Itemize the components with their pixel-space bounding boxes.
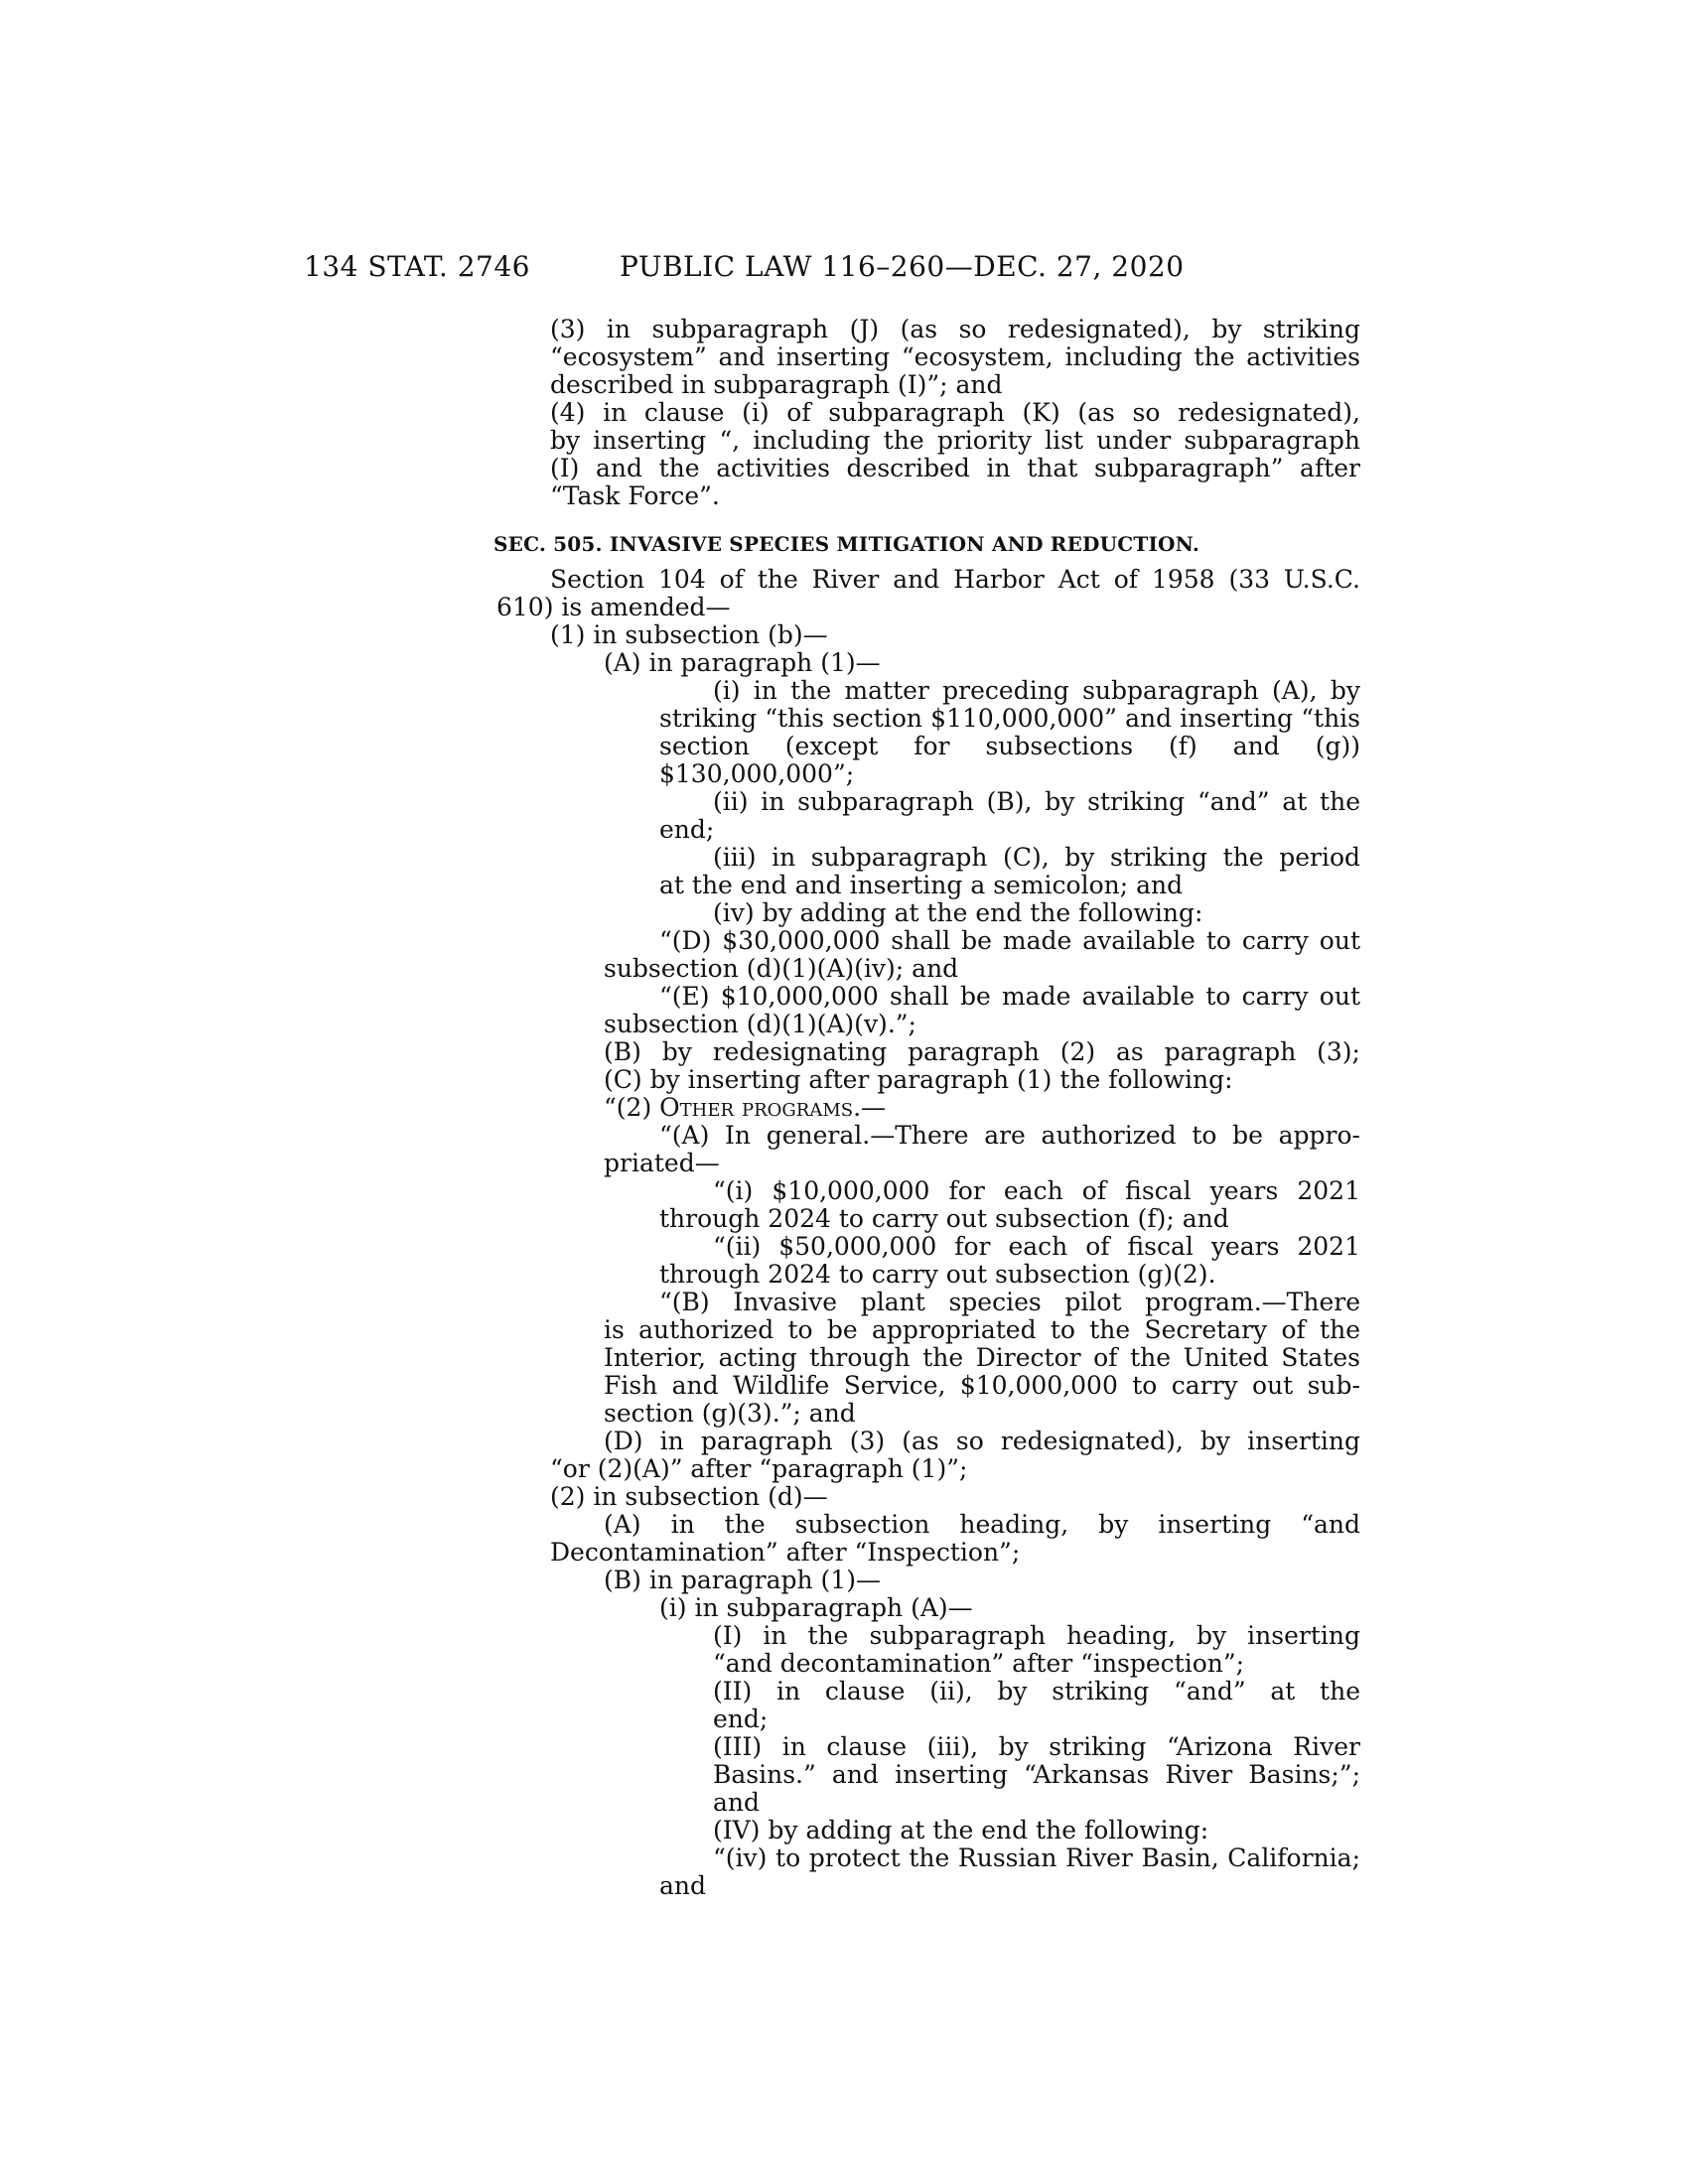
text-line: (IV) by adding at the end the following: [713, 1816, 1209, 1844]
text-line: section (g)(3).”; and [604, 1399, 856, 1428]
text-line: subsection (d)(1)(A)(v).”; [604, 1010, 916, 1038]
text-line: and [659, 1871, 707, 1900]
text-line: “or (2)(A)” after “paragraph (1)”; [550, 1454, 968, 1483]
text-line: (B) in paragraph (1)— [604, 1566, 881, 1594]
text-line: Section 104 of the River and Harbor Act of 1958 (33 U.S.C. [550, 565, 1360, 594]
text-line: described in subparagraph (I)”; and [550, 370, 1003, 399]
text-line: is authorized to be appropriated to the Secretary of the [604, 1315, 1360, 1344]
text-line: (B) by redesignating paragraph (2) as paragraph (3); [604, 1037, 1360, 1066]
text-line: “(D) $30,000,000 shall be made available to carry out [659, 926, 1360, 955]
text-line: “(iv) to protect the Russian River Basin, California; [713, 1843, 1360, 1872]
text-line: “(B) Invasive plant species pilot program.—There [659, 1288, 1360, 1316]
page-header [0, 250, 1688, 290]
text-line: by inserting “, including the priority list under subparagraph [550, 426, 1360, 455]
text-line: through 2024 to carry out subsection (f); and [659, 1204, 1229, 1233]
text-line: (2) in subsection (d)— [550, 1482, 828, 1511]
text-line: striking “this section $110,000,000” and inserting “this [659, 704, 1360, 733]
section-heading: SEC. 505. INVASIVE SPECIES MITIGATION AND REDUCTION. [493, 532, 1199, 556]
statute-page-number: 134 STAT. 2746 [304, 250, 530, 283]
text-line: (iii) in subparagraph (C), by striking the period [713, 843, 1360, 872]
text-line: Fish and Wildlife Service, $10,000,000 to carry out sub- [604, 1371, 1360, 1400]
text-line: end; [659, 815, 715, 844]
text-line: (i) in subparagraph (A)— [659, 1593, 973, 1622]
text-line: (C) by inserting after paragraph (1) the following: [604, 1065, 1233, 1094]
text-line: “(2) Other programs.— [604, 1093, 887, 1122]
text-line: priated— [604, 1149, 720, 1177]
text-line: (ii) in subparagraph (B), by striking “and” at the [713, 787, 1360, 816]
text-line: “ecosystem” and inserting “ecosystem, including the activities [550, 342, 1360, 371]
text-line: subsection (d)(1)(A)(iv); and [604, 954, 959, 983]
text-line: (D) in paragraph (3) (as so redesignated), by inserting [604, 1427, 1360, 1455]
text-line: through 2024 to carry out subsection (g)(2). [659, 1260, 1216, 1289]
text-line: section (except for subsections (f) and (g)) [659, 732, 1360, 760]
text-line: Decontamination” after “Inspection”; [550, 1538, 1021, 1567]
text-line: (I) and the activities described in that subparagraph” after [550, 454, 1360, 482]
text-line: Interior, acting through the Director of the United States [604, 1343, 1360, 1372]
text-line: (4) in clause (i) of subparagraph (K) (as so redesignated), [550, 398, 1360, 427]
text-line: and [713, 1788, 761, 1817]
text-line: (A) in paragraph (1)— [604, 648, 881, 677]
text-line: (II) in clause (ii), by striking “and” at the [713, 1677, 1360, 1706]
text-line: 610) is amended— [496, 593, 731, 621]
text-line: “and decontamination” after “inspection”; [713, 1649, 1245, 1678]
text-line: at the end and inserting a semicolon; and [659, 871, 1184, 899]
text-line: (A) in the subsection heading, by inserting “and [604, 1510, 1360, 1539]
text-line: $130,000,000”; [659, 759, 855, 788]
text-line: “(A) In general.—There are authorized to be appro- [659, 1121, 1360, 1150]
text-line: (I) in the subparagraph heading, by inserting [713, 1621, 1360, 1650]
text-line: (i) in the matter preceding subparagraph (A), by [713, 676, 1360, 705]
text-line: (III) in clause (iii), by striking “Arizona River [713, 1732, 1360, 1761]
text-line: (1) in subsection (b)— [550, 620, 828, 649]
text-line: “Task Force”. [550, 481, 720, 510]
text-line: (iv) by adding at the end the following: [713, 898, 1203, 927]
text-line: end; [713, 1705, 769, 1733]
text-line: “(E) $10,000,000 shall be made available to carry out [659, 982, 1360, 1011]
text-line: “(i) $10,000,000 for each of fiscal years 2021 [713, 1176, 1360, 1205]
public-law-title: PUBLIC LAW 116–260—DEC. 27, 2020 [620, 250, 1185, 283]
text-line: Basins.” and inserting “Arkansas River Basins;”; [713, 1760, 1360, 1789]
text-line: “(ii) $50,000,000 for each of fiscal years 2021 [713, 1232, 1360, 1261]
text-line: (3) in subparagraph (J) (as so redesignated), by striking [550, 315, 1360, 343]
